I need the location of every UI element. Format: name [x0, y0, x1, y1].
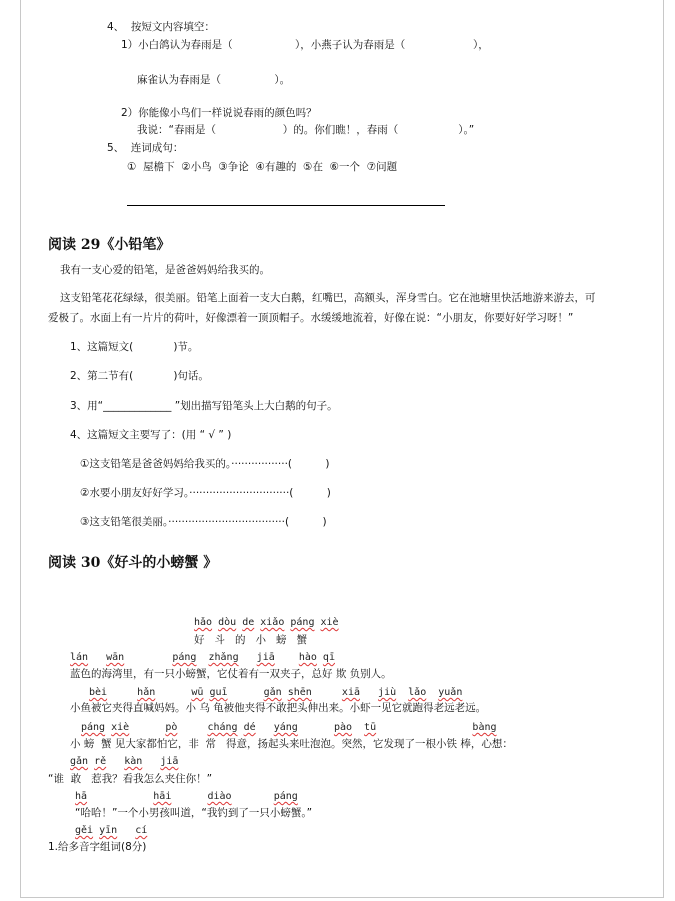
pinyin-line-4 — [70, 756, 178, 768]
pinyin-line-3 — [81, 722, 497, 734]
option-1: ①这支铅笔是爸爸妈妈给我买的。·················( ) — [80, 458, 330, 470]
pinyin-syllable: jiā — [160, 756, 179, 767]
pinyin-space — [298, 722, 334, 733]
title-pinyin — [194, 617, 339, 629]
pinyin-space — [88, 652, 106, 663]
pinyin-syllable: pào — [333, 722, 352, 733]
pinyin-syllable: dòu — [218, 617, 237, 628]
pinyin-space — [312, 687, 342, 698]
pinyin-space — [107, 687, 137, 698]
question-4-2-answer: 我说：“春雨是（ ）的。你们瞧！，春雨（ ）。” — [137, 124, 475, 136]
pinyin-syllable: hā — [75, 791, 88, 802]
pinyin-space — [177, 722, 207, 733]
pinyin-syllable: páng — [172, 652, 197, 663]
story-line-5: “哈哈！”一个小男孩叫道，“我钓到了一只小螃蟹。” — [75, 807, 313, 819]
pinyin-space — [232, 791, 274, 802]
question-5: 5、 连词成句： — [107, 142, 184, 154]
question-4-1-part-d: 麻雀认为春雨是（ ）。 — [137, 74, 291, 86]
story-line-1: 蓝色的海湾里，有一只小螃蟹，它仗着有一双夹子，总好 欺 负别人。 — [70, 668, 392, 680]
question-3: 3、用“_____________ ”划出描写铅笔头上大白鹅的句子。 — [70, 400, 338, 412]
pinyin-syllable: wū — [191, 687, 204, 698]
pinyin-space — [129, 722, 165, 733]
pinyin-syllable: diào — [207, 791, 232, 802]
pinyin-space — [352, 722, 364, 733]
pinyin-syllable: cí — [135, 825, 148, 836]
pinyin-syllable: rě — [94, 756, 107, 767]
pinyin-space — [275, 652, 299, 663]
question-4-1-part-b: ），小燕子认为春雨是（ — [295, 39, 406, 51]
answer-line — [127, 205, 445, 206]
pinyin-space — [117, 825, 135, 836]
pinyin-syllable: hǎn — [137, 687, 156, 698]
pinyin-space — [196, 652, 208, 663]
pinyin-space — [239, 652, 257, 663]
pinyin-syllable: dé — [243, 722, 256, 733]
pinyin-syllable: cháng — [207, 722, 238, 733]
question-4: 4、这篇短文主要写了：(用 “ √ ” ) — [70, 429, 232, 441]
option-2: ②水要小朋友好好学习。······························( ) — [80, 487, 331, 499]
story-title: 好 斗 的 小 螃 蟹 — [194, 634, 308, 646]
pinyin-space — [124, 652, 172, 663]
pinyin-syllable: shēn — [287, 687, 312, 698]
pinyin-space — [376, 722, 472, 733]
pinyin-syllable: xiè — [111, 722, 130, 733]
pinyin-space — [142, 756, 160, 767]
question-1: 1、这篇短文( )节。 — [70, 341, 199, 353]
question-4-2: 2）你能像小鸟们一样说说春雨的颜色吗？ — [121, 107, 317, 119]
pinyin-space — [426, 687, 438, 698]
option-3: ③这支铅笔很美丽。···································( ) — [80, 516, 327, 528]
pinyin-syllable: bèi — [89, 687, 108, 698]
pinyin-line-5 — [75, 791, 298, 803]
pinyin-syllable: tū — [364, 722, 377, 733]
pinyin-syllable: lǎo — [408, 687, 427, 698]
pinyin-syllable: gěi — [75, 825, 94, 836]
pinyin-syllable: hào — [298, 652, 317, 663]
pinyin-line-2 — [89, 687, 462, 699]
question-4-1-part-c: ）， — [473, 39, 489, 51]
pinyin-syllable: zhǎng — [208, 652, 239, 663]
pinyin-syllable: xiǎo — [260, 617, 285, 628]
story-line-2: 小鱼被它夹得直喊妈妈。小 乌 龟被他夹得不敢把头伸出来。小虾一见它就跑得老远老远。 — [70, 702, 487, 714]
pinyin-syllable: kàn — [124, 756, 143, 767]
pinyin-space — [155, 687, 191, 698]
pinyin-syllable: lán — [70, 652, 89, 663]
pinyin-syllable: páng — [273, 791, 298, 802]
pinyin-syllable: yáng — [273, 722, 298, 733]
pinyin-syllable: pò — [165, 722, 178, 733]
heading-reading-30: 阅读 30《好斗的小螃蟹 》 — [48, 555, 218, 571]
pinyin-syllable: yuǎn — [438, 687, 463, 698]
paragraph-2-line-1: 这支铅笔花花绿绿，很美丽。铅笔上面着一支大白鹅，红嘴巴，高额头，浑身雪白。它在池塘里快活地游来游去，可 — [60, 292, 596, 304]
pinyin-syllable: qī — [322, 652, 335, 663]
pinyin-syllable: xiā — [341, 687, 360, 698]
pinyin-syllable: gǎn — [70, 756, 89, 767]
pinyin-syllable: hǎo — [194, 617, 213, 628]
pinyin-syllable: páng — [81, 722, 106, 733]
story-line-3: 小 螃 蟹 见大家都怕它，非 常 得意，扬起头来吐泡泡。突然，它发现了一根小铁 棒，心想： — [70, 738, 513, 750]
pinyin-line-1 — [70, 652, 335, 664]
pinyin-space — [87, 791, 153, 802]
pinyin-syllable: jiù — [378, 687, 397, 698]
pinyin-line-6 — [75, 825, 147, 837]
paragraph-1: 我有一支心爱的铅笔，是爸爸妈妈给我买的。 — [60, 264, 270, 276]
pinyin-syllable: xiè — [320, 617, 339, 628]
pinyin-space — [106, 756, 124, 767]
pinyin-space — [228, 687, 264, 698]
pinyin-syllable: wān — [106, 652, 125, 663]
pinyin-syllable: páng — [290, 617, 315, 628]
pinyin-space — [396, 687, 408, 698]
story-line-4: “谁 敢 惹我？看我怎么夹住你！” — [48, 773, 213, 785]
question-2: 2、第二节有( )句话。 — [70, 370, 209, 382]
exercise-1: 1.给多音字组词(8分) — [48, 841, 147, 853]
pinyin-space — [256, 722, 274, 733]
pinyin-syllable: gǎn — [263, 687, 282, 698]
pinyin-syllable: hāi — [153, 791, 172, 802]
pinyin-syllable: yīn — [99, 825, 118, 836]
heading-reading-29: 阅读 29《小铅笔》 — [48, 237, 171, 253]
question-5-words: ① 屋檐下 ②小鸟 ③争论 ④有趣的 ⑤在 ⑥一个 ⑦问题 — [127, 161, 398, 173]
pinyin-syllable: bàng — [472, 722, 497, 733]
question-4-1-part-a: 1）小白鸽认为春雨是（ — [121, 39, 233, 51]
question-4: 4、 按短文内容填空： — [107, 21, 215, 33]
pinyin-space — [171, 791, 207, 802]
pinyin-space — [360, 687, 378, 698]
paragraph-2-line-2: 爱极了。水面上有一片片的荷叶，好像漂着一顶顶帽子。水缓缓地流着，好像在说：“小朋友，你要好好学习呀！” — [48, 312, 574, 324]
pinyin-syllable: de — [242, 617, 255, 628]
pinyin-syllable: jiā — [256, 652, 275, 663]
pinyin-syllable: guī — [209, 687, 228, 698]
